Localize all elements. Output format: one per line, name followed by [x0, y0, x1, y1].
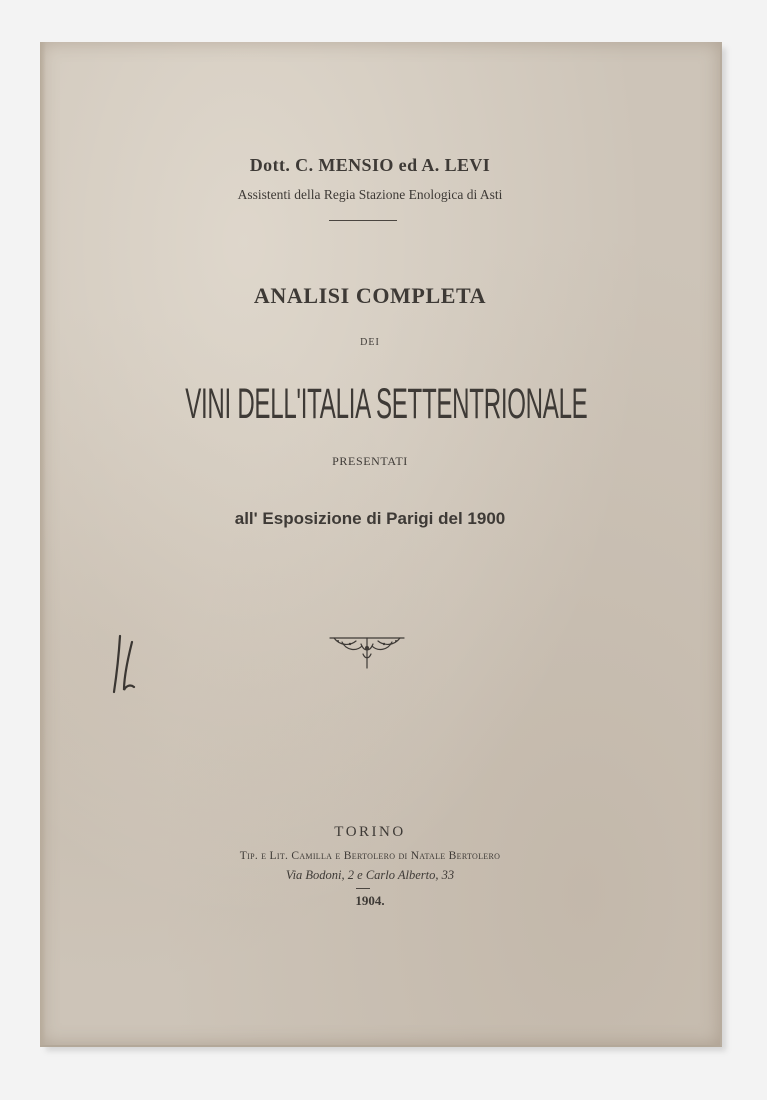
- short-divider: [329, 220, 397, 221]
- affiliation-line: Assistenti della Regia Stazione Enologica di Asti: [237, 187, 503, 202]
- tiny-divider: [356, 888, 370, 889]
- city-line: TORINO: [334, 824, 406, 840]
- title-connector: DEI: [360, 337, 380, 348]
- year-line: 1904.: [355, 893, 385, 908]
- floral-vignette-icon: [328, 632, 406, 672]
- title-line-2: VINI DELL'ITALIA SETTENTRIONALE: [185, 380, 588, 428]
- authors-line: Dott. C. MENSIO ed A. LEVI: [249, 155, 491, 175]
- subtitle: PRESENTATI: [332, 454, 408, 468]
- title-line-1: ANALISI COMPLETA: [253, 283, 487, 308]
- handwritten-mark: [110, 632, 140, 696]
- book-cover: [40, 42, 722, 1047]
- exposition-line: all' Esposizione di Parigi del 1900: [234, 509, 506, 528]
- address-line: Via Bodoni, 2 e Carlo Alberto, 33: [285, 868, 455, 882]
- printer-line: Tip. e Lit. Camilla e Bertolero di Natale Bertolero: [239, 850, 501, 862]
